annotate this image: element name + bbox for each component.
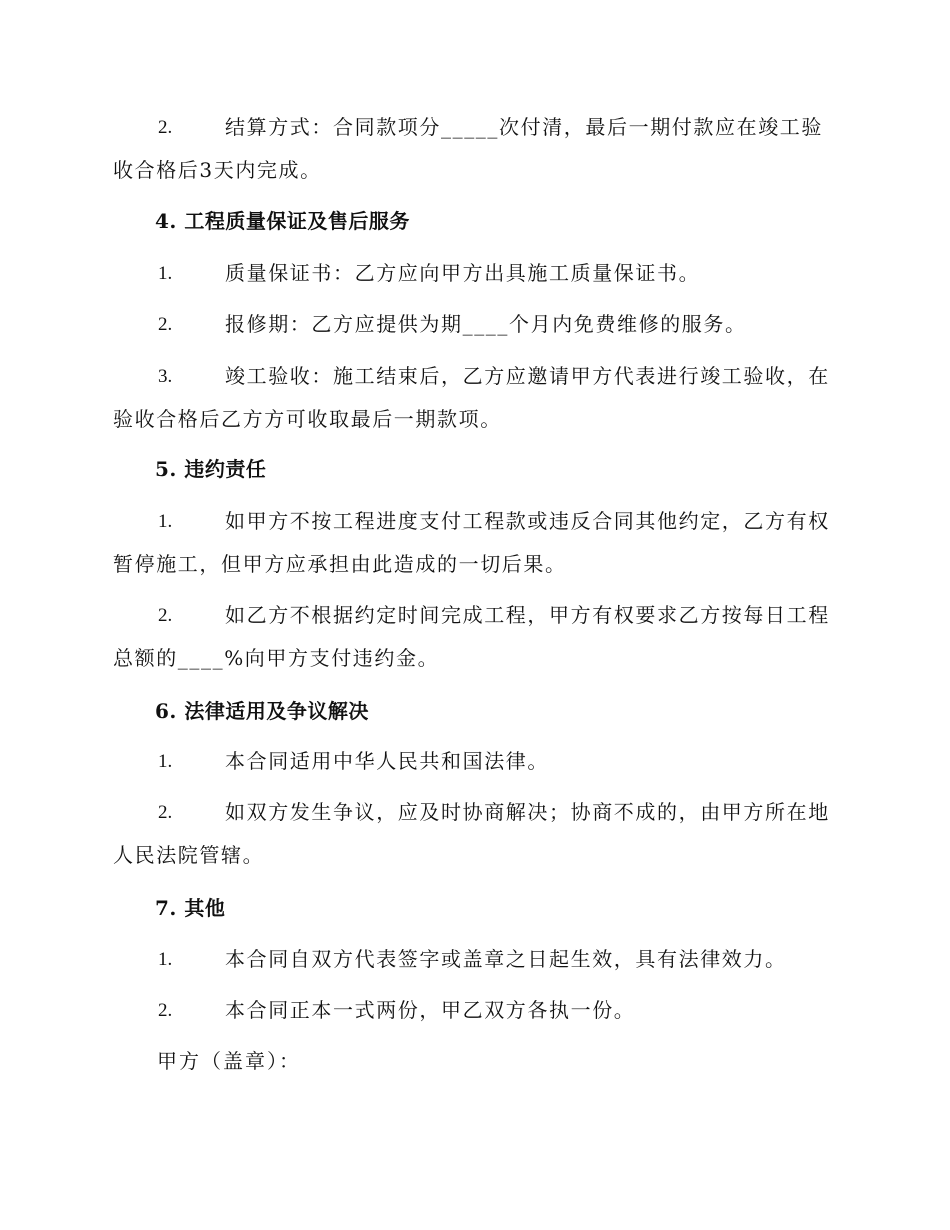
- section-heading: 4. 工程质量保证及售后服务: [155, 209, 410, 233]
- clause-number: 2.: [158, 1000, 173, 1021]
- clause-text: 本合同正本一式两份，甲乙双方各执一份。: [225, 998, 636, 1022]
- section-heading: 5. 违约责任: [155, 457, 267, 481]
- clause-text: 结算方式：合同款项分_____次付清，最后一期付款应在竣工验收合格后3天内完成。: [113, 115, 823, 182]
- clause-item: [113, 500, 833, 586]
- clause-item: [113, 938, 833, 981]
- clause-text: 本合同自双方代表签字或盖章之日起生效，具有法律效力。: [225, 947, 787, 971]
- clause-text: 质量保证书：乙方应向甲方出具施工质量保证书。: [225, 261, 701, 285]
- section-heading: 6. 法律适用及争议解决: [155, 699, 369, 723]
- clause-number: 2.: [158, 314, 173, 335]
- clause-item: [113, 791, 833, 877]
- clause-number: 1.: [158, 511, 173, 532]
- clause-item: [113, 252, 833, 295]
- clause-text: 如乙方不根据约定时间完成工程，甲方有权要求乙方按每日工程总额的____%向甲方支付违约金。: [113, 603, 830, 670]
- clause-number: 3.: [158, 366, 173, 387]
- clause-item: [113, 355, 833, 441]
- clause-text: 本合同适用中华人民共和国法律。: [225, 749, 549, 773]
- clause-number: 1.: [158, 263, 173, 284]
- clause-item: [113, 740, 833, 783]
- clause-text: 如双方发生争议，应及时协商解决；协商不成的，由甲方所在地人民法院管辖。: [113, 800, 830, 867]
- clause-item: [113, 989, 833, 1032]
- clause-number: 2.: [158, 117, 173, 138]
- section-heading: 7. 其他: [155, 896, 226, 920]
- clause-item: [113, 594, 833, 680]
- clause-number: 1.: [158, 949, 173, 970]
- clause-item: [113, 106, 833, 192]
- clause-text: 竣工验收：施工结束后，乙方应邀请甲方代表进行竣工验收，在验收合格后乙方方可收取最后一期款项。: [113, 364, 830, 431]
- clause-number: 2.: [158, 802, 173, 823]
- clause-number: 1.: [158, 751, 173, 772]
- clause-text: 如甲方不按工程进度支付工程款或违反合同其他约定，乙方有权暂停施工，但甲方应承担由此造成的一切后果。: [113, 509, 830, 576]
- party-a-seal-label: 甲方（盖章）：: [157, 1049, 301, 1073]
- clause-number: 2.: [158, 605, 173, 626]
- clause-item: [113, 303, 833, 346]
- clause-text: 报修期：乙方应提供为期____个月内免费维修的服务。: [225, 312, 747, 336]
